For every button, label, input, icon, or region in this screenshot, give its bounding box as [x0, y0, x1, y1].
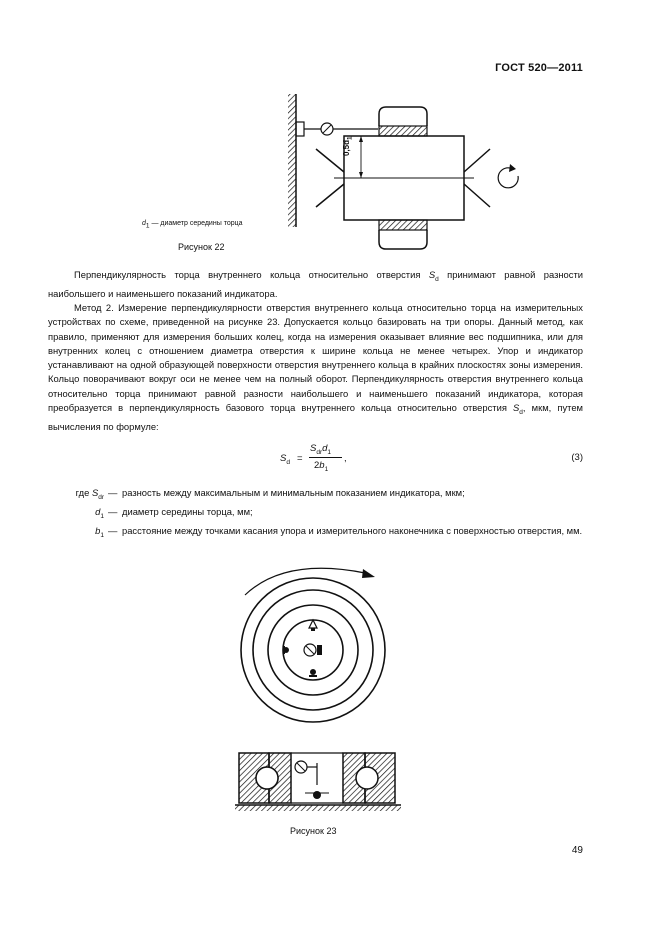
- paragraph-2: Метод 2. Измерение перпендикулярности отверстия внутреннего кольца относительно торца на измерительных устройствах по схеме, приведенной на рисунке 23. Допускается кольцо базировать на три опоры. Данный метод, как правило, применяют для измерения больших колец, когда на измерения оказывает влияние вес подшипника, или для внутренних колец с отношением диаметра отверстия к ширине кольца не менее четырех. Упор и индикатор устанавливают на одной образующей поверхности отверстия внутреннего кольца в крайних плоскостях зоны измерения. Кольцо поворачивают вокруг оси не менее чем на полный оборот. Перпендикулярность отверстия внутреннего кольца относительно торца принимают равной разности наибольшего и наименьшего показаний индикатора, которая преобразуется в перпендикулярность базового торца внутреннего кольца относительно отверстия $S_d$, мкм, путем вычисления по формуле:: [48, 302, 583, 432]
- figure-23-top-view: [225, 555, 400, 730]
- formula-number: (3): [571, 452, 583, 463]
- dimension-label: $0,5d_1$: [342, 136, 354, 156]
- figure-22-drawing: [286, 92, 536, 257]
- formula-comma: ,: [344, 453, 347, 464]
- paragraph-1: Перпендикулярность торца внутреннего кольца относительно отверстия $S_d$ принимают равной разности наибольшего и наименьшего показаний индикатора.: [48, 269, 583, 300]
- body-text: [48, 268, 583, 434]
- definition-item: $b_1$ — расстояние между точками касания упора и измерительного наконечника с поверхностью отверстия, мм.: [95, 525, 583, 540]
- formula-numerator: $S_{dr}d_1$: [310, 443, 332, 456]
- formula-equals: =: [297, 453, 303, 464]
- formula-lhs: $S_d$: [280, 453, 290, 466]
- definition-item: где $S_{dr}$ — разность между максимальным и минимальным показанием индикатора, мкм;: [75, 487, 465, 501]
- definition-item: $d_1$ — диаметр середины торца, мм;: [95, 506, 253, 520]
- figure-23-caption: Рисунок 23: [290, 826, 337, 836]
- formula-3: [280, 440, 400, 476]
- definitions-list: [48, 486, 588, 543]
- page-number: 49: [571, 845, 583, 856]
- document-header: ГОСТ 520—2011: [495, 62, 583, 74]
- figure-23-section-view: [225, 745, 405, 820]
- fraction-bar: [309, 457, 342, 458]
- figure-22-caption: Рисунок 22: [178, 242, 225, 252]
- formula-denominator: $2b_1$: [314, 460, 329, 473]
- figure-22-legend: $d_1$ — диаметр середины торца: [142, 220, 243, 230]
